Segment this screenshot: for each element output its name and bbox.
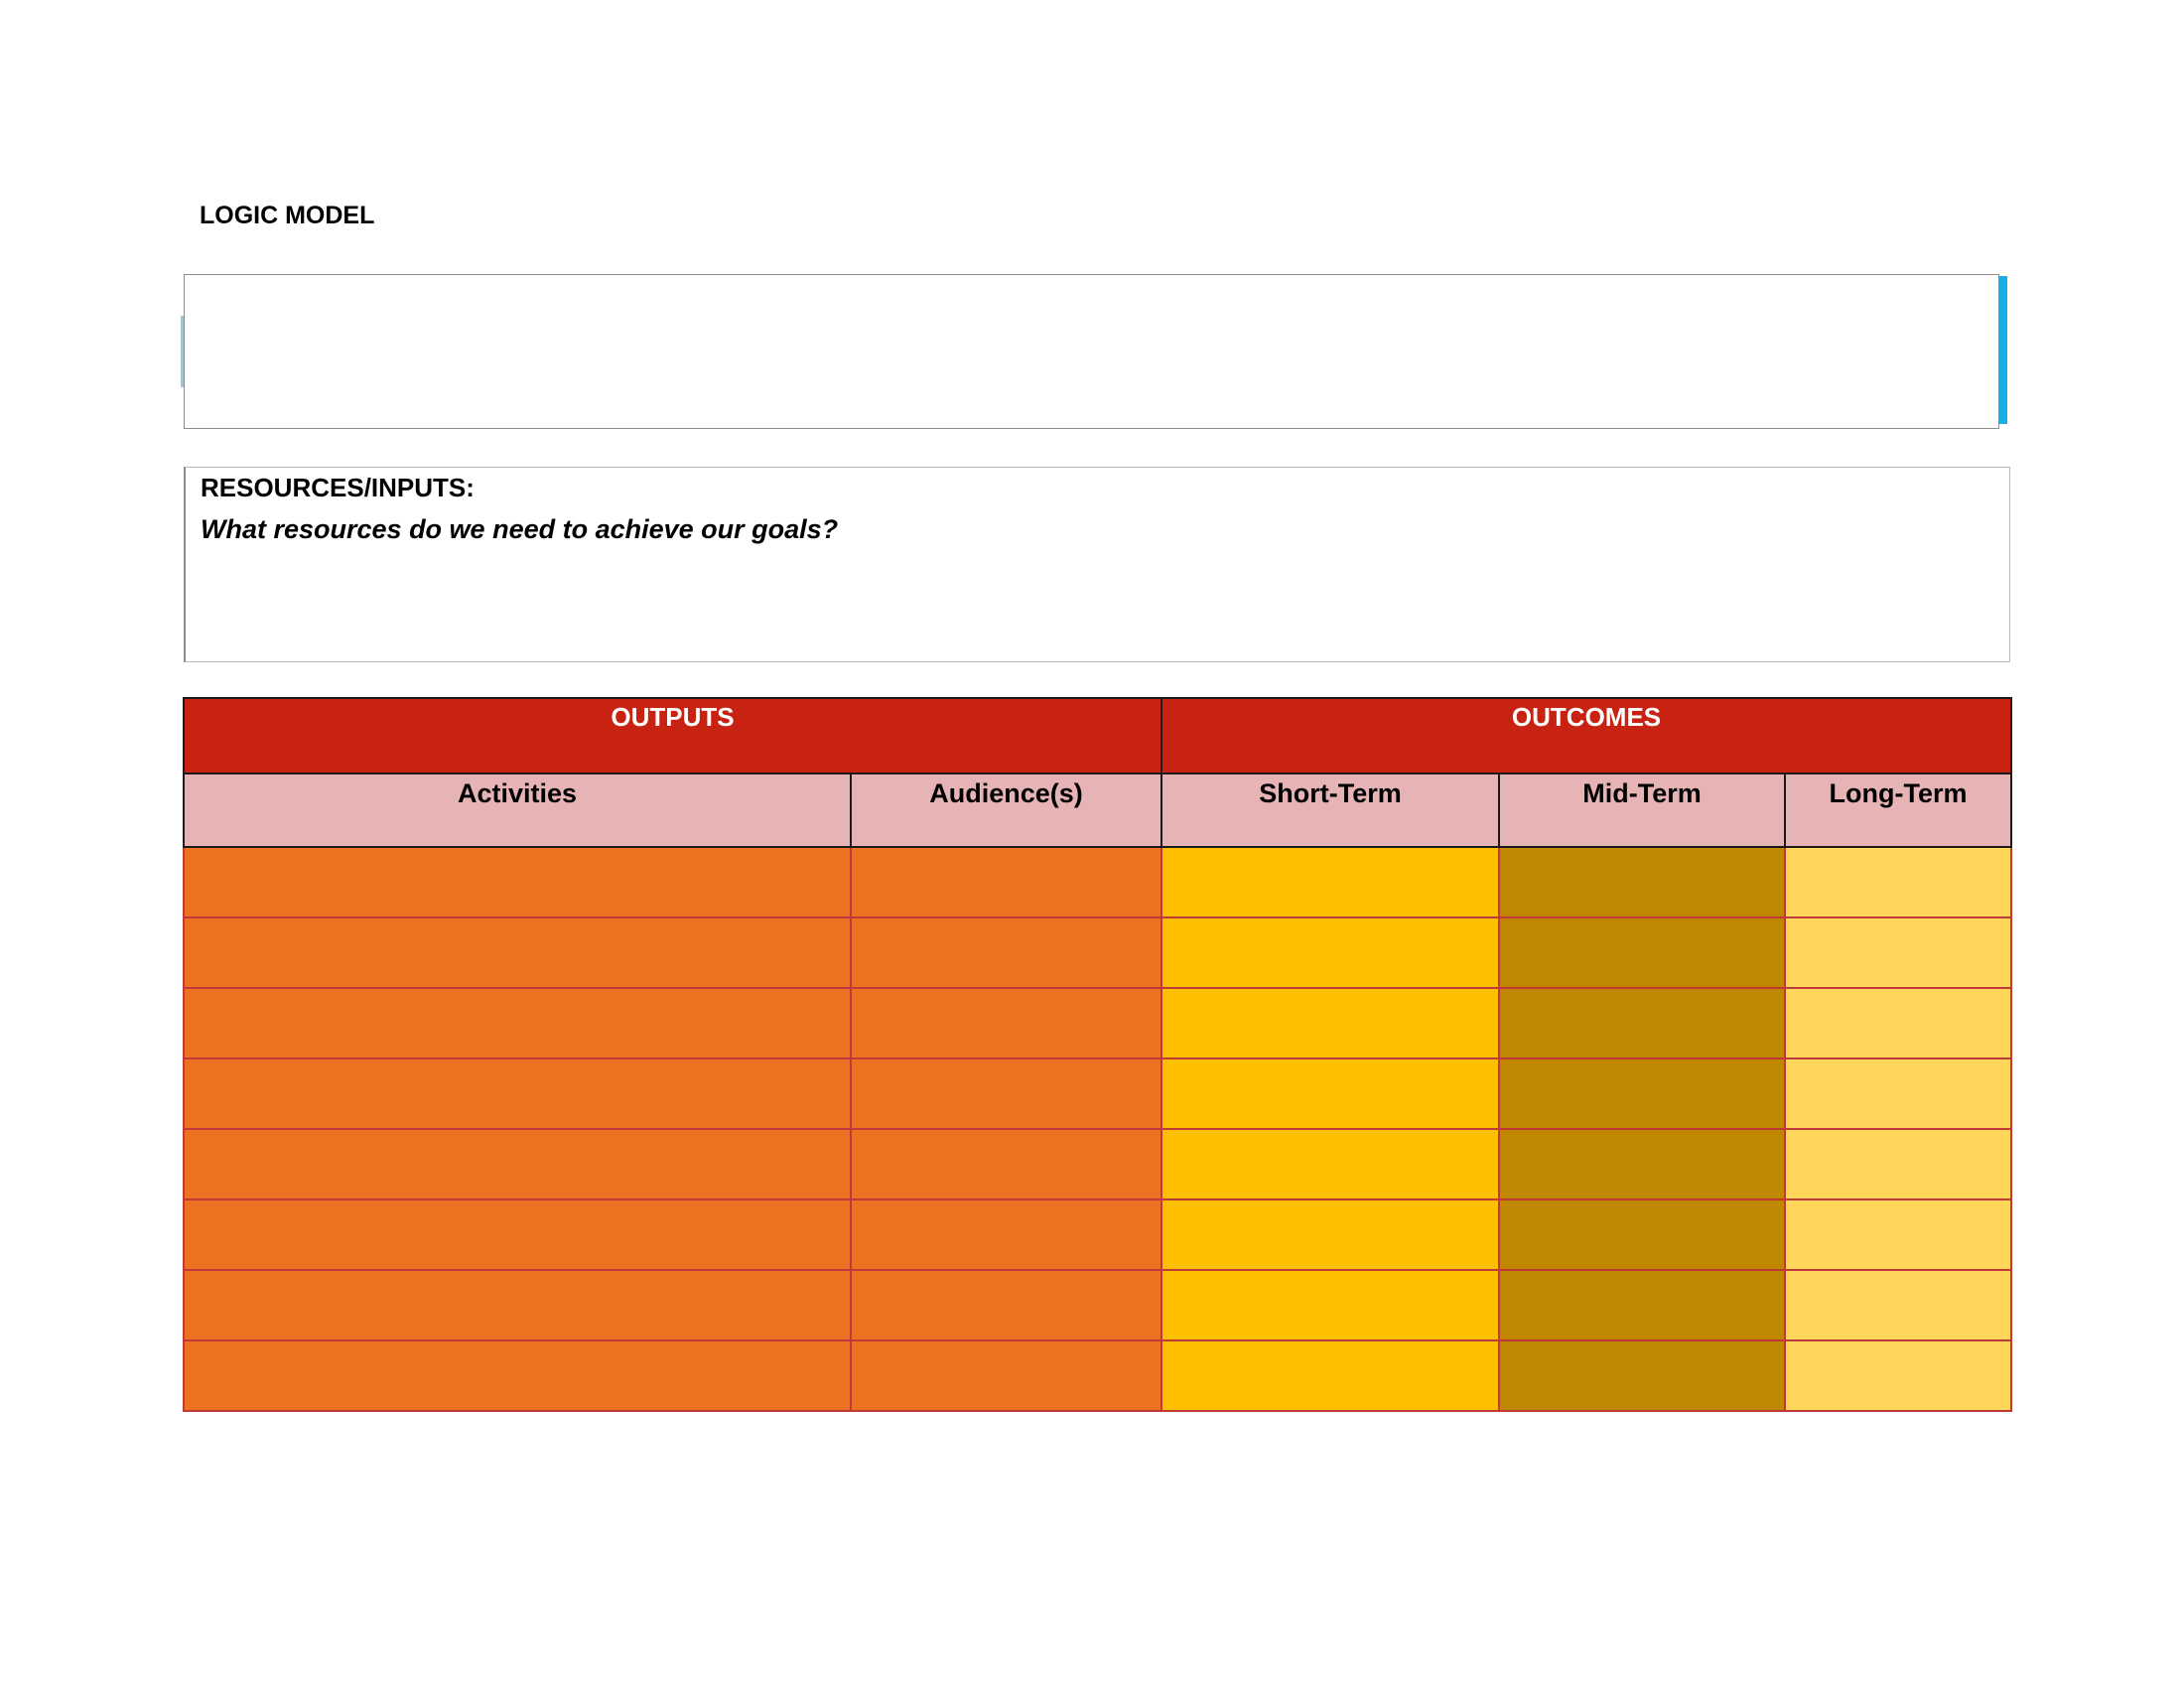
short-term-cell[interactable]	[1161, 1270, 1499, 1340]
short-term-cell[interactable]	[1161, 1058, 1499, 1129]
long-term-cell[interactable]	[1785, 988, 2011, 1058]
mid-term-cell[interactable]	[1499, 1270, 1785, 1340]
audiences-cell[interactable]	[851, 847, 1161, 917]
resources-inputs-box[interactable]	[184, 467, 2010, 662]
document-title: LOGIC MODEL	[200, 202, 375, 229]
long-term-header: Long-Term	[1785, 774, 2011, 847]
short-term-cell[interactable]	[1161, 917, 1499, 988]
activities-cell[interactable]	[184, 1058, 851, 1129]
activities-cell[interactable]	[184, 988, 851, 1058]
column-header-row	[184, 774, 2011, 847]
goal-box-selection-bar	[1999, 276, 2007, 424]
mid-term-cell[interactable]	[1499, 1129, 1785, 1199]
audiences-cell[interactable]	[851, 988, 1161, 1058]
outputs-header: OUTPUTS	[184, 698, 1161, 774]
logic-model-table	[183, 697, 2012, 1412]
resources-inputs-label: RESOURCES/INPUTS:	[201, 473, 475, 502]
audiences-cell[interactable]	[851, 1270, 1161, 1340]
long-term-cell[interactable]	[1785, 847, 2011, 917]
group-header-row	[184, 698, 2011, 774]
activities-cell[interactable]	[184, 1270, 851, 1340]
mid-term-cell[interactable]	[1499, 1199, 1785, 1270]
table-row	[184, 1129, 2011, 1199]
activities-cell[interactable]	[184, 847, 851, 917]
resources-inputs-question: What resources do we need to achieve our goals?	[201, 514, 839, 544]
activities-cell[interactable]	[184, 1199, 851, 1270]
audiences-cell[interactable]	[851, 1129, 1161, 1199]
audiences-cell[interactable]	[851, 917, 1161, 988]
mid-term-cell[interactable]	[1499, 1058, 1785, 1129]
activities-cell[interactable]	[184, 1129, 851, 1199]
table-row	[184, 1058, 2011, 1129]
activities-cell[interactable]	[184, 917, 851, 988]
audiences-cell[interactable]	[851, 1340, 1161, 1411]
long-term-cell[interactable]	[1785, 1058, 2011, 1129]
mid-term-header: Mid-Term	[1499, 774, 1785, 847]
table-row	[184, 1340, 2011, 1411]
audiences-cell[interactable]	[851, 1199, 1161, 1270]
mid-term-cell[interactable]	[1499, 847, 1785, 917]
short-term-cell[interactable]	[1161, 1340, 1499, 1411]
mid-term-cell[interactable]	[1499, 1340, 1785, 1411]
mid-term-cell[interactable]	[1499, 988, 1785, 1058]
table-row	[184, 1270, 2011, 1340]
long-term-cell[interactable]	[1785, 1199, 2011, 1270]
outcomes-header: OUTCOMES	[1161, 698, 2011, 774]
long-term-cell[interactable]	[1785, 1270, 2011, 1340]
activities-header: Activities	[184, 774, 851, 847]
short-term-header: Short-Term	[1161, 774, 1499, 847]
short-term-cell[interactable]	[1161, 988, 1499, 1058]
activities-cell[interactable]	[184, 1340, 851, 1411]
short-term-cell[interactable]	[1161, 1199, 1499, 1270]
table-row	[184, 988, 2011, 1058]
table-row	[184, 1199, 2011, 1270]
goal-text-box[interactable]	[184, 274, 1999, 429]
goal-box-left-marker	[181, 316, 184, 387]
short-term-cell[interactable]	[1161, 847, 1499, 917]
table-row	[184, 847, 2011, 917]
audiences-cell[interactable]	[851, 1058, 1161, 1129]
table-row	[184, 917, 2011, 988]
long-term-cell[interactable]	[1785, 1129, 2011, 1199]
long-term-cell[interactable]	[1785, 1340, 2011, 1411]
short-term-cell[interactable]	[1161, 1129, 1499, 1199]
long-term-cell[interactable]	[1785, 917, 2011, 988]
mid-term-cell[interactable]	[1499, 917, 1785, 988]
audiences-header: Audience(s)	[851, 774, 1161, 847]
